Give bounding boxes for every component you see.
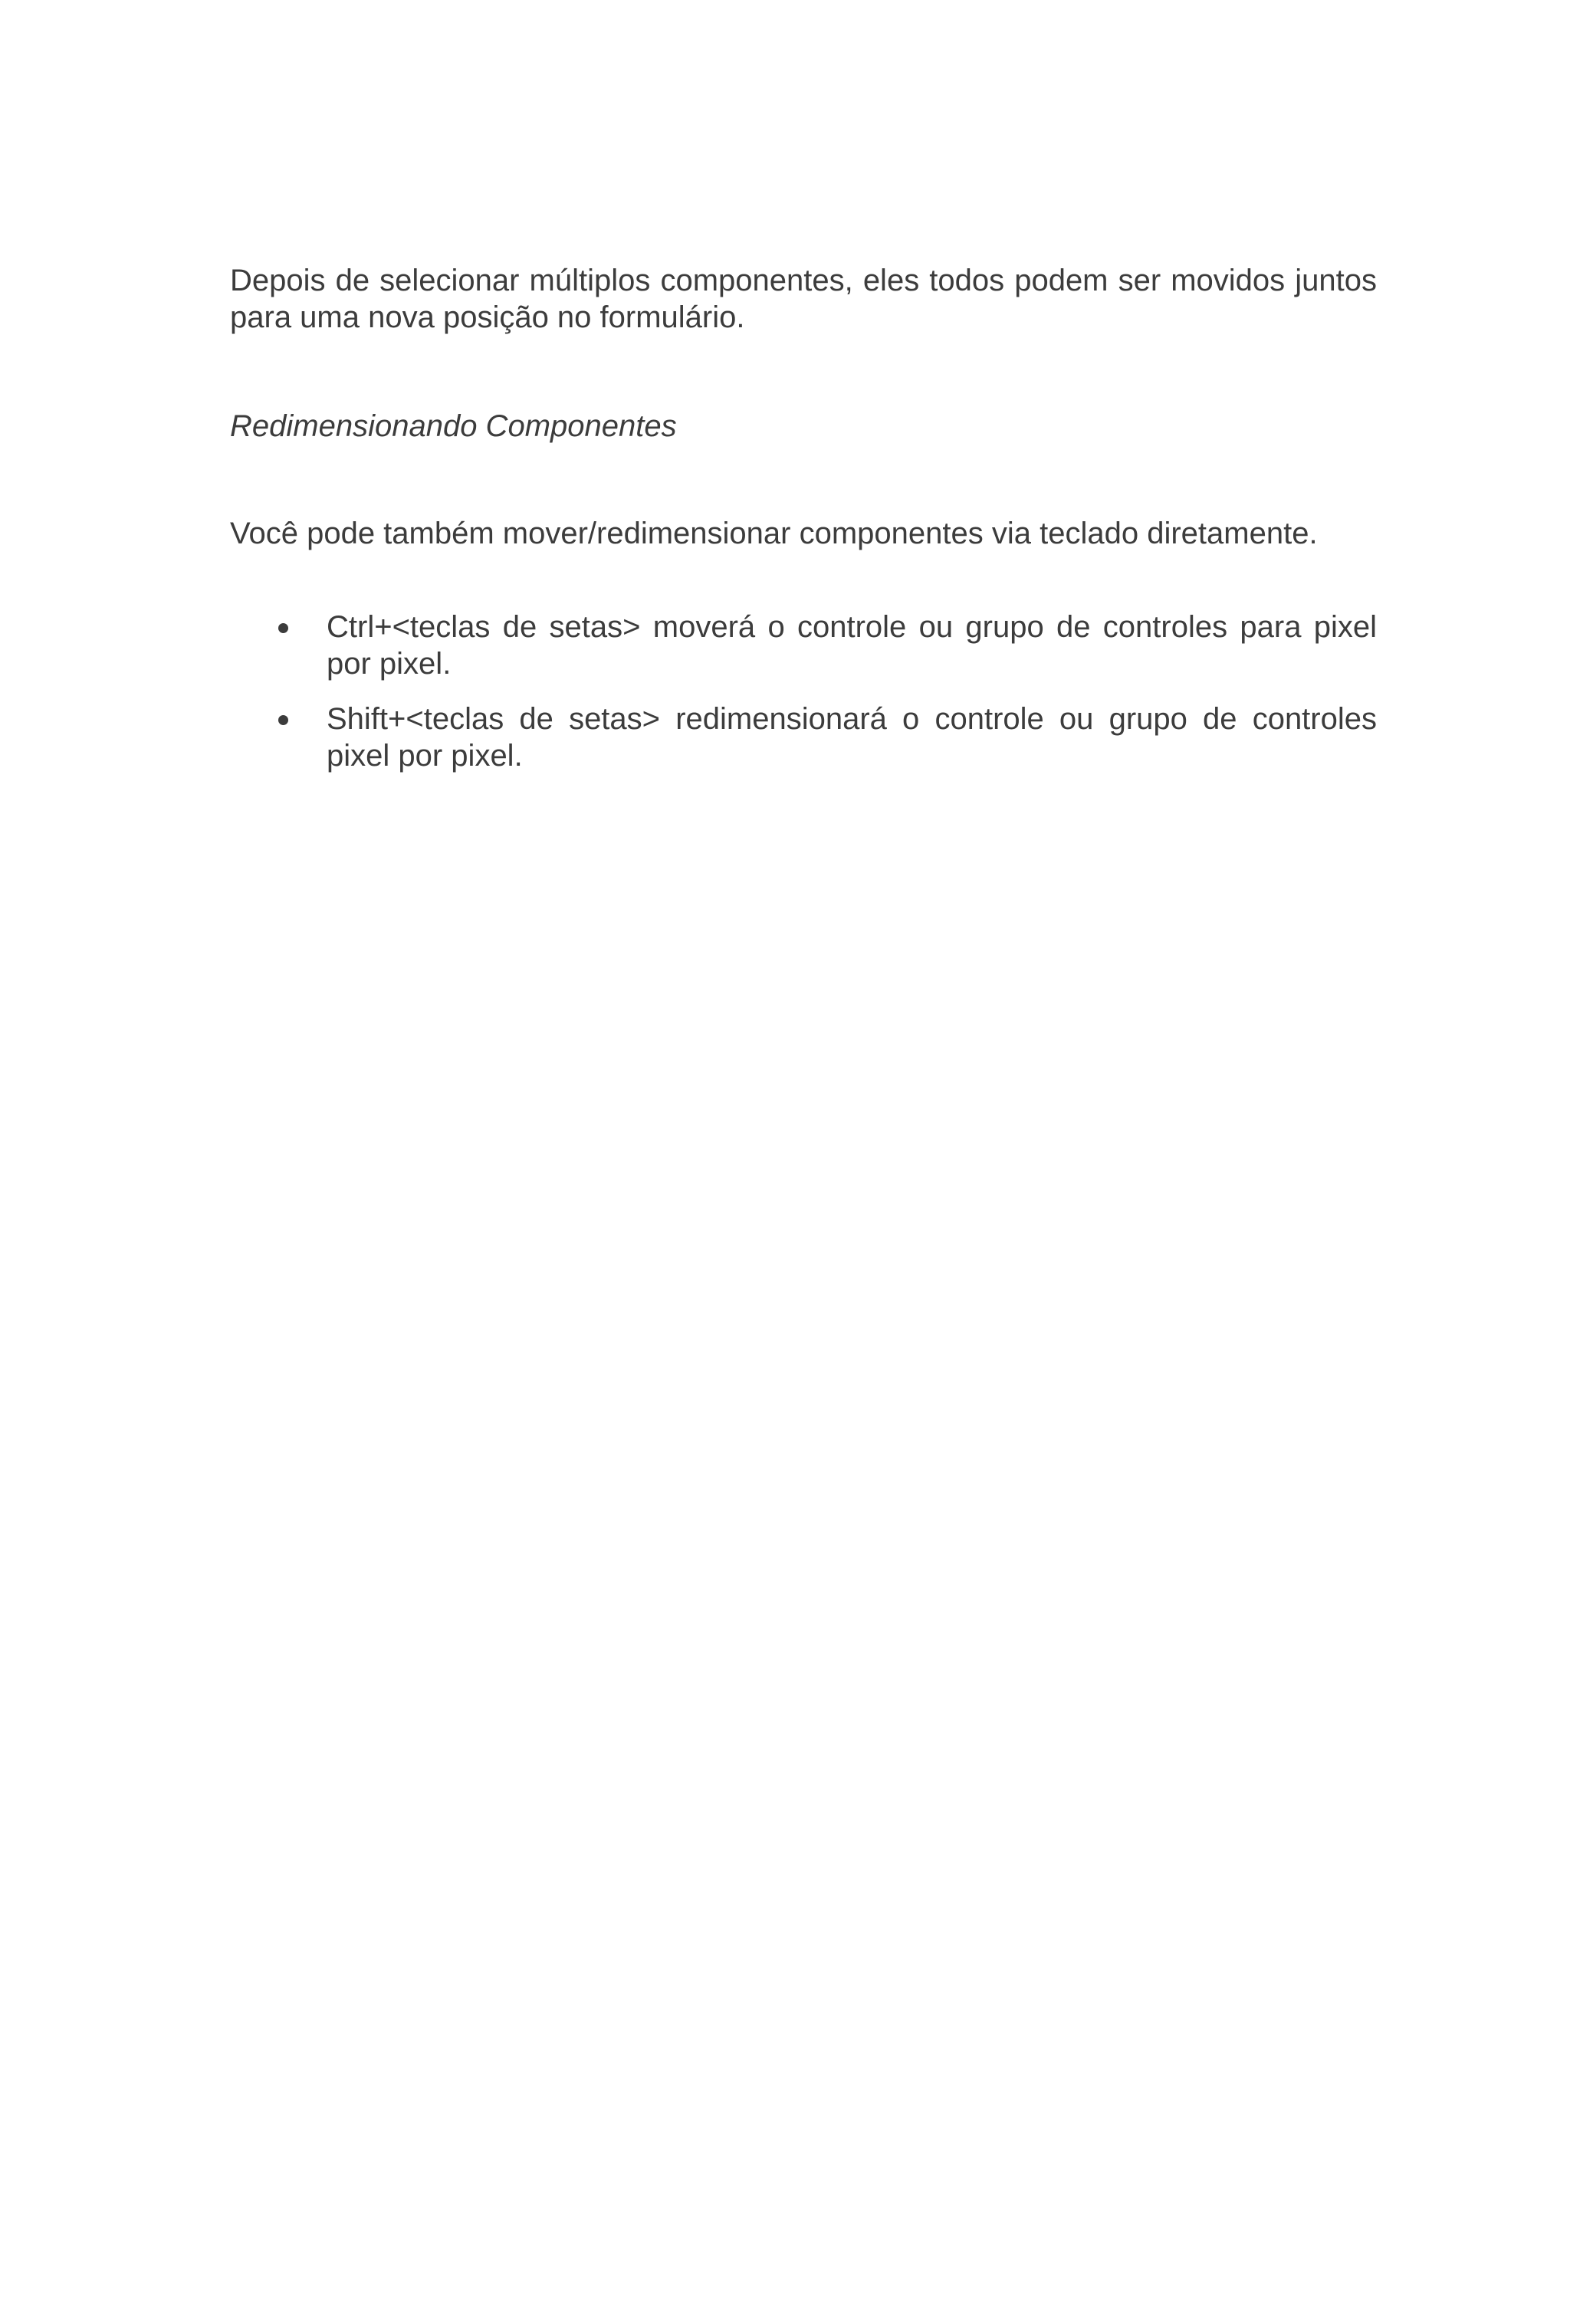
list-item-text: Ctrl+<teclas de setas> moverá o controle ou grupo de controles para pixel por pixel.: [327, 610, 1377, 681]
keyboard-shortcuts-list: [230, 609, 1377, 793]
list-item-text: Shift+<teclas de setas> redimensionará o controle ou grupo de controles pixel por pixel.: [327, 702, 1377, 773]
paragraph-keyboard-resizing: Você pode também mover/redimensionar componentes via teclado diretamente.: [230, 517, 1318, 550]
paragraph-multiple-selection: Depois de selecionar múltiplos componentes, eles todos podem ser movidos juntos para uma nova posição no formulário.: [230, 264, 1377, 334]
section-heading-resizing: Redimensionando Componentes: [230, 409, 677, 443]
list-item: [230, 609, 1377, 682]
list-item: [230, 701, 1377, 774]
bullet-icon: [278, 715, 288, 725]
bullet-icon: [278, 623, 288, 633]
